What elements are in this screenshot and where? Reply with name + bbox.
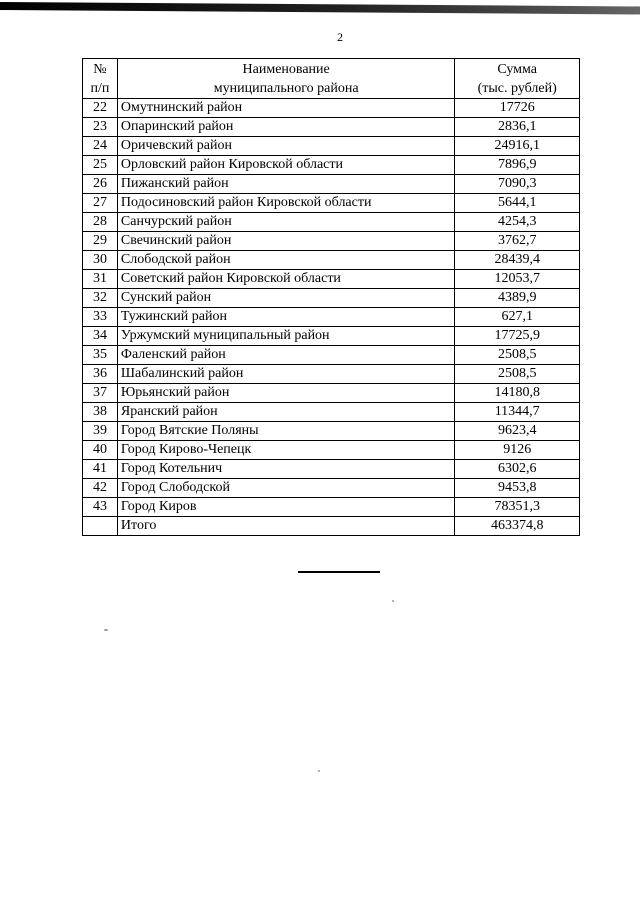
row-sum: 11344,7: [455, 403, 580, 422]
row-number: 41: [83, 460, 118, 479]
row-name: Свечинский район: [117, 232, 455, 251]
header-name: [117, 59, 455, 99]
row-number: 36: [83, 365, 118, 384]
row-name: Яранский район: [117, 403, 455, 422]
table-row: [83, 251, 580, 270]
row-sum: 627,1: [455, 308, 580, 327]
row-sum: 2836,1: [455, 118, 580, 137]
scan-speck: [392, 600, 394, 602]
header-row: [83, 59, 580, 99]
row-sum: 5644,1: [455, 194, 580, 213]
row-sum: 9623,4: [455, 422, 580, 441]
row-sum: 14180,8: [455, 384, 580, 403]
table-row: [83, 403, 580, 422]
row-sum: 4389,9: [455, 289, 580, 308]
row-sum: 6302,6: [455, 460, 580, 479]
closing-line: [298, 571, 380, 573]
row-name: Город Слободской: [117, 479, 455, 498]
row-name: Подосиновский район Кировской области: [117, 194, 455, 213]
table-row: [83, 422, 580, 441]
row-sum: 2508,5: [455, 365, 580, 384]
table-row: [83, 479, 580, 498]
table-row: [83, 213, 580, 232]
row-sum: 3762,7: [455, 232, 580, 251]
table-row: [83, 365, 580, 384]
header-sum: [455, 59, 580, 99]
row-name: Сунский район: [117, 289, 455, 308]
row-name: Советский район Кировской области: [117, 270, 455, 289]
row-name: Город Котельнич: [117, 460, 455, 479]
row-name: Омутнинский район: [117, 99, 455, 118]
header-num-line-1: №: [93, 61, 107, 77]
table-row: [83, 270, 580, 289]
table-row: [83, 346, 580, 365]
header-sum-line-1: Сумма: [497, 61, 538, 77]
row-number: 34: [83, 327, 118, 346]
row-number: 22: [83, 99, 118, 118]
row-sum: 7896,9: [455, 156, 580, 175]
row-sum: 9126: [455, 441, 580, 460]
row-number: 38: [83, 403, 118, 422]
row-number: 24: [83, 137, 118, 156]
table-row: [83, 175, 580, 194]
table-row: [83, 194, 580, 213]
row-sum: 12053,7: [455, 270, 580, 289]
row-number: 42: [83, 479, 118, 498]
header-num: [83, 59, 118, 99]
row-name: Фаленский район: [117, 346, 455, 365]
row-name: Город Вятские Поляны: [117, 422, 455, 441]
row-name: Город Кирово-Чепецк: [117, 441, 455, 460]
row-sum: 7090,3: [455, 175, 580, 194]
row-name: Пижанский район: [117, 175, 455, 194]
row-name: Шабалинский район: [117, 365, 455, 384]
row-name: Слободской район: [117, 251, 455, 270]
table-row: [83, 460, 580, 479]
table-row: [83, 232, 580, 251]
table-row: [83, 498, 580, 517]
total-name: Итого: [117, 517, 455, 536]
top-scan-border: [0, 2, 640, 14]
row-name: Тужинский район: [117, 308, 455, 327]
total-sum: 463374,8: [455, 517, 580, 536]
row-sum: 17725,9: [455, 327, 580, 346]
row-name: Уржумский муниципальный район: [117, 327, 455, 346]
row-number: 39: [83, 422, 118, 441]
header-num-line-2: п/п: [90, 80, 110, 96]
row-number: 37: [83, 384, 118, 403]
row-number: 33: [83, 308, 118, 327]
table-body: [83, 99, 580, 536]
row-name: Город Киров: [117, 498, 455, 517]
row-number: 32: [83, 289, 118, 308]
row-name: Юрьянский район: [117, 384, 455, 403]
row-sum: 28439,4: [455, 251, 580, 270]
page-number: 2: [337, 30, 343, 44]
row-sum: 78351,3: [455, 498, 580, 517]
row-number: 28: [83, 213, 118, 232]
total-num: [83, 517, 118, 536]
row-number: 25: [83, 156, 118, 175]
row-sum: 17726: [455, 99, 580, 118]
total-row: [83, 517, 580, 536]
header-sum-line-2: (тыс. рублей): [477, 80, 557, 96]
row-number: 40: [83, 441, 118, 460]
table-row: [83, 289, 580, 308]
row-number: 30: [83, 251, 118, 270]
municipal-sums-table: [82, 58, 580, 536]
table-header: [83, 59, 580, 99]
row-name: Санчурский район: [117, 213, 455, 232]
row-name: Оричевский район: [117, 137, 455, 156]
row-number: 23: [83, 118, 118, 137]
table-row: [83, 441, 580, 460]
table-row: [83, 137, 580, 156]
row-number: 35: [83, 346, 118, 365]
table-row: [83, 327, 580, 346]
table-row: [83, 118, 580, 137]
table-row: [83, 384, 580, 403]
table-row: [83, 99, 580, 118]
table-row: [83, 308, 580, 327]
row-number: 43: [83, 498, 118, 517]
header-name-line-2: муниципального района: [213, 80, 359, 96]
row-number: 31: [83, 270, 118, 289]
row-name: Опаринский район: [117, 118, 455, 137]
scan-speck: [318, 770, 320, 772]
row-number: 27: [83, 194, 118, 213]
header-name-line-1: Наименование: [242, 61, 330, 77]
row-sum: 4254,3: [455, 213, 580, 232]
row-name: Орловский район Кировской области: [117, 156, 455, 175]
row-number: 26: [83, 175, 118, 194]
row-number: 29: [83, 232, 118, 251]
row-sum: 24916,1: [455, 137, 580, 156]
table-row: [83, 156, 580, 175]
row-sum: 9453,8: [455, 479, 580, 498]
row-sum: 2508,5: [455, 346, 580, 365]
scan-speck: [104, 629, 108, 631]
